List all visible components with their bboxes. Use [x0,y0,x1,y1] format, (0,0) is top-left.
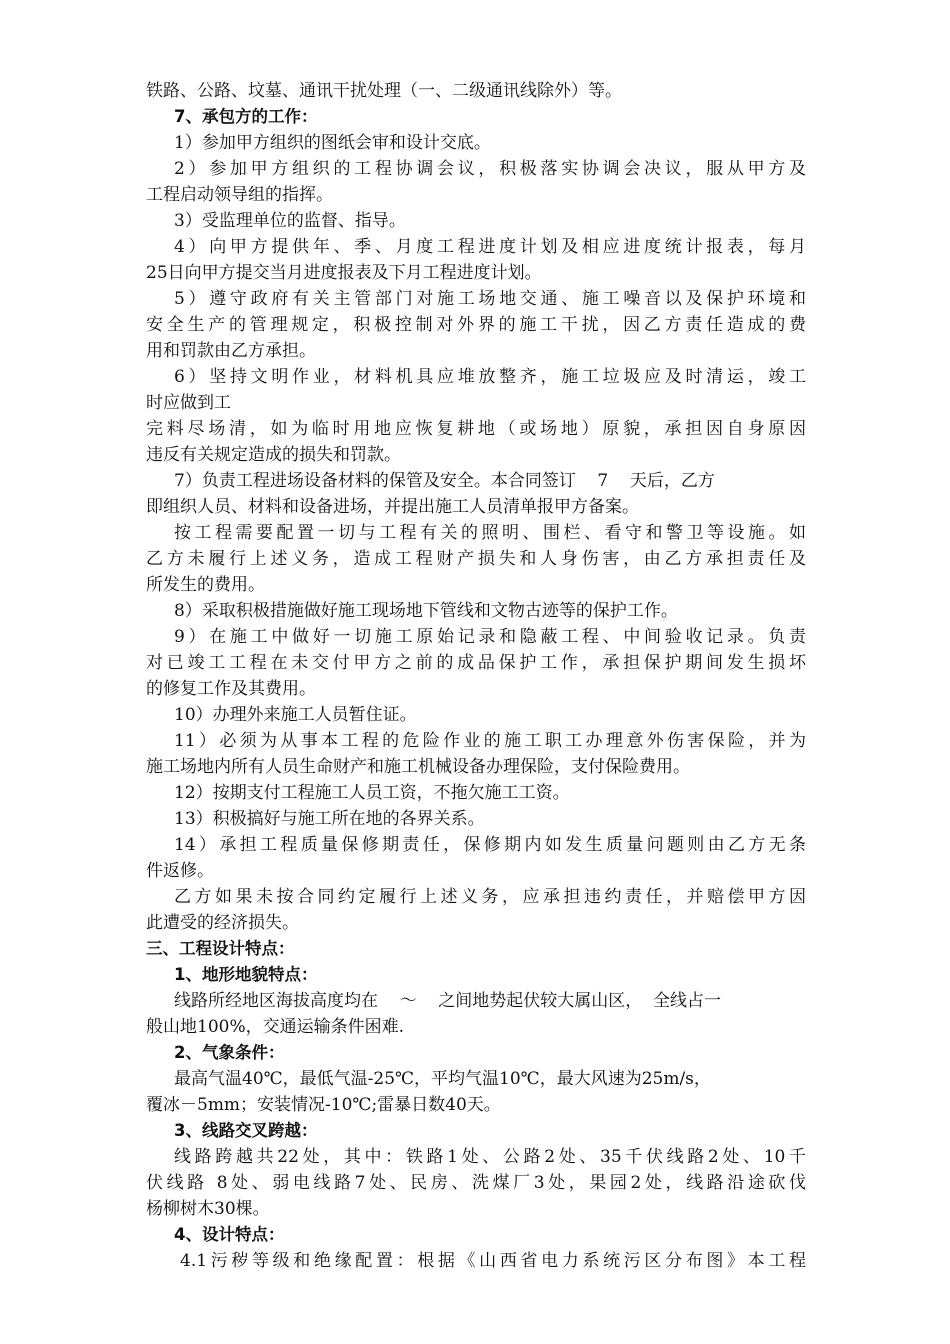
section-heading: 7、承包方的工作： [174,107,318,126]
list-item: 4）向甲方提供年、季、月度工程进度计划及相应进度统计报表，每月 [174,237,806,257]
paragraph-start: 线路所经地区海拔高度均在 ～ 之间地势起伏较大属山区， 全线占一 [174,991,722,1011]
section-heading: 3、线路交叉跨越： [174,1121,318,1140]
text-line: 时应做到工 [146,393,231,413]
list-item: 2）参加甲方组织的工程协调会议，积极落实协调会决议，服从甲方及 [174,159,806,179]
text-line: 此遭受的经济损失。 [146,913,299,933]
list-item: 7）负责工程进场设备材料的保管及安全。本合同签订 7 天后，乙方 [174,471,715,491]
list-item: 8）采取积极措施做好施工现场地下管线和文物古迹等的保护工作。 [174,601,678,621]
paragraph-start: 按工程需要配置一切与工程有关的照明、围栏、看守和警卫等设施。如 [174,523,806,543]
list-item: 11）必须为从事本工程的危险作业的施工职工办理意外伤害保险，并为 [174,731,806,751]
paragraph-start: 乙方如果未按合同约定履行上述义务，应承担违约责任，并赔偿甲方因 [174,887,806,907]
text-line: 件返修。 [146,861,214,881]
text-line: 完料尽场清，如为临时用地应恢复耕地（或场地）原貌，承担因自身原因 [146,419,806,439]
text-line: 铁路、公路、坟墓、通讯干扰处理（一、二级通讯线除外）等。 [146,81,622,101]
paragraph-start: 最高气温40℃，最低气温-25℃，平均气温10℃，最大风速为25m/s， [174,1069,711,1089]
text-line: 工程启动领导组的指挥。 [146,185,333,205]
text-line: 杨柳树木30棵。 [146,1199,270,1219]
paragraph-start: 4.1污秽等级和绝缘配置：根据《山西省电力系统污区分布图》本工程 [180,1251,806,1271]
list-item: 14）承担工程质量保修期责任，保修期内如发生质量问题则由乙方无条 [174,835,806,855]
list-item: 5）遵守政府有关主管部门对施工场地交通、施工噪音以及保护环境和 [174,289,806,309]
paragraph-start: 线路跨越共22处，其中：铁路1处、公路2处、35千伏线路2处、10千 [174,1147,806,1167]
section-heading: 2、气象条件： [174,1043,285,1062]
document-body [146,78,806,1274]
text-line: 即组织人员、材料和设备进场，并提出施工人员清单报甲方备案。 [146,497,639,517]
text-line: 25日向甲方提交当月进度报表及下月工程进度计划。 [146,263,542,283]
text-line: 乙方未履行上述义务，造成工程财产损失和人身伤害，由乙方承担责任及 [146,549,806,569]
list-item: 10）办理外来施工人员暂住证。 [174,705,417,725]
text-line: 施工场地内所有人员生命财产和施工机械设备办理保险，支付保险费用。 [146,757,690,777]
list-item: 3）受监理单位的监督、指导。 [174,211,406,231]
text-line: 所发生的费用。 [146,575,265,595]
text-line: 般山地100%，交通运输条件困难. [146,1017,405,1037]
text-line: 安全生产的管理规定，积极控制对外界的施工干扰，因乙方责任造成的费 [146,315,806,335]
list-item: 1）参加甲方组织的图纸会审和设计交底。 [174,133,491,153]
list-item: 12）按期支付工程施工人员工资，不拖欠施工工资。 [174,783,570,803]
text-line: 对已竣工工程在未交付甲方之前的成品保护工作，承担保护期间发生损坏 [146,653,806,673]
chapter-heading: 三、工程设计特点： [146,939,295,958]
text-line: 用和罚款由乙方承担。 [146,341,316,361]
list-item: 13）积极搞好与施工所在地的各界关系。 [174,809,485,829]
list-item: 6）坚持文明作业，材料机具应堆放整齐，施工垃圾应及时清运，竣工 [174,367,806,387]
list-item: 9）在施工中做好一切施工原始记录和隐蔽工程、中间验收记录。负责 [174,627,806,647]
text-line: 伏线路 8处、弱电线路7处、民房、洗煤厂3处，果园2处，线路沿途砍伐 [146,1173,806,1193]
text-line: 违反有关规定造成的损失和罚款。 [146,445,401,465]
section-heading: 4、设计特点： [174,1225,285,1244]
section-heading: 1、地形地貌特点： [174,965,318,984]
text-line: 覆冰－5mm；安装情况-10℃;雷暴日数40天。 [146,1095,501,1115]
text-line: 的修复工作及其费用。 [146,679,316,699]
